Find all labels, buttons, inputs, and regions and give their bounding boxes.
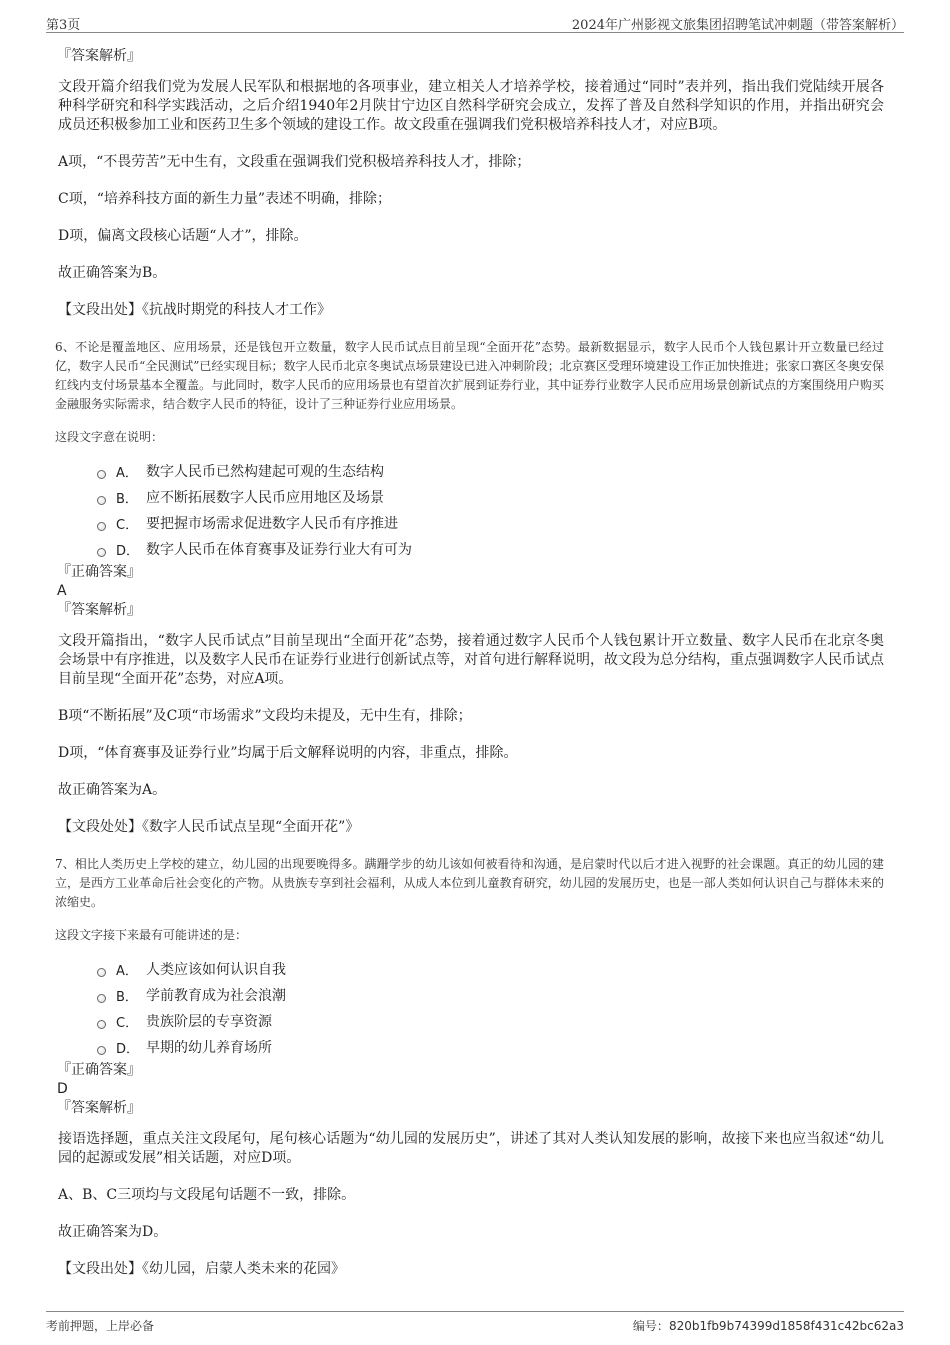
radio-icon[interactable]: [97, 994, 106, 1003]
option-text: 人类应该如何认识自我: [146, 962, 286, 978]
option-text: 数字人民币在体育赛事及证券行业大有可为: [146, 542, 412, 558]
q7-answer: D: [57, 1081, 68, 1097]
radio-icon[interactable]: [97, 470, 106, 479]
q6-source: 【文段处处】《数字人民币试点呈现“全面开花”》: [58, 819, 360, 835]
option-text: 应不断拓展数字人民币应用地区及场景: [146, 490, 384, 506]
page-content: [55, 46, 884, 1279]
option-letter: D．: [116, 1041, 140, 1057]
q7-analysis-paragraph: 接语选择题，重点关注文段尾句，尾句核心话题为“幼儿园的发展历史”，讲述了其对人类认知发展的影响，故接下来也应当叙述“幼儿园的起源或发展”相关话题，对应D项。: [58, 1131, 884, 1166]
option-text: 数字人民币已然构建起可观的生态结构: [146, 464, 384, 480]
q6-option-c[interactable]: [97, 510, 884, 536]
radio-icon[interactable]: [97, 522, 106, 531]
radio-icon[interactable]: [97, 548, 106, 557]
q6-conclusion: 故正确答案为A。: [58, 782, 167, 798]
radio-icon[interactable]: [97, 496, 106, 505]
page-number: 第3页: [46, 18, 81, 33]
q5-source: 【文段出处】《抗战时期党的科技人才工作》: [58, 302, 331, 318]
page-header: [46, 12, 904, 33]
q5-conclusion: 故正确答案为B。: [58, 265, 167, 281]
q7-option-d[interactable]: [97, 1034, 884, 1060]
option-text: 要把握市场需求促进数字人民币有序推进: [146, 516, 398, 532]
option-letter: B．: [116, 491, 138, 507]
q5-analysis-d: D项，偏离文段核心话题“人才”，排除。: [58, 228, 308, 244]
radio-icon[interactable]: [97, 968, 106, 977]
document-title: 2024年广州影视文旅集团招聘笔试冲刺题（带答案解析）: [571, 18, 904, 33]
option-letter: B．: [116, 989, 138, 1005]
footer-slogan: 考前押题，上岸必备: [46, 1319, 155, 1333]
radio-icon[interactable]: [97, 1046, 106, 1055]
q6-options: [97, 458, 884, 562]
q6-answer-label: 『正确答案』: [57, 564, 141, 580]
q7-options: [97, 956, 884, 1060]
q6-stem: 6、不论是覆盖地区、应用场景，还是钱包开立数量，数字人民币试点目前呈现“全面开花”态势。最新数据显示，数字人民币个人钱包累计开立数量已经过亿，数字人民币“全民测试”已经实现目标；数字人民币北京冬奥试点场景建设已进入冲刺阶段；北京赛区受理环境建设工作正加快推进；张家口赛区冬奥安保红线内支付场景基本全覆盖。与此同时，数字人民币的应用场景也有望首次扩展到证券行业，其中证券行业数字人民币应用场景创新试点的方案围绕用户购买金融服务实际需求，结合数字人民币的特征，设计了三种证券行业应用场景。: [55, 340, 884, 411]
q7-conclusion: 故正确答案为D。: [58, 1224, 168, 1240]
q7-option-b[interactable]: [97, 982, 884, 1008]
radio-icon[interactable]: [97, 1020, 106, 1029]
q7-answer-label: 『正确答案』: [57, 1062, 141, 1078]
q5-analysis-c: C项，“培养科技方面的新生力量”表述不明确，排除；: [58, 191, 392, 207]
q6-option-b[interactable]: [97, 484, 884, 510]
q7-prompt: 这段文字接下来最有可能讲述的是：: [55, 928, 248, 942]
q6-analysis-label: 『答案解析』: [57, 602, 141, 618]
q7-source: 【文段出处】《幼儿园，启蒙人类未来的花园》: [58, 1261, 345, 1277]
option-text: 早期的幼儿养育场所: [146, 1040, 272, 1056]
q7-stem: 7、相比人类历史上学校的建立，幼儿园的出现要晚得多。蹒跚学步的幼儿该如何被看待和沟通，是启蒙时代以后才进入视野的社会课题。真正的幼儿园的建立，是西方工业革命后社会变化的产物。从贵族专享到社会福利，从成人本位到儿童教育研究，幼儿园的发展历史，也是一部人类如何认识自己与群体未来的浓缩史。: [55, 857, 884, 909]
q6-option-a[interactable]: [97, 458, 884, 484]
q6-analysis-bc: B项“不断拓展”及C项“市场需求”文段均未提及，无中生有，排除；: [58, 708, 472, 724]
q7-analysis-abc: A、B、C三项均与文段尾句话题不一致，排除。: [58, 1187, 356, 1203]
code-label: 编号：: [632, 1319, 669, 1333]
option-letter: A．: [116, 465, 138, 481]
q6-prompt: 这段文字意在说明：: [55, 430, 164, 444]
q6-analysis-d: D项，“体育赛事及证券行业”均属于后文解释说明的内容，非重点，排除。: [58, 745, 518, 761]
option-letter: C．: [116, 1015, 139, 1031]
q6-analysis-paragraph: 文段开篇指出，“数字人民币试点”目前呈现出“全面开花”态势，接着通过数字人民币个人钱包累计开立数量、数字人民币在北京冬奥会场景中有序推进，以及数字人民币在证券行业进行创新试点等，对首句进行解释说明，故文段为总分结构，重点强调数字人民币试点目前呈现“全面开花”态势，对应A项。: [58, 633, 884, 687]
q5-analysis-paragraph: 文段开篇介绍我们党为发展人民军队和根据地的各项事业，建立相关人才培养学校，接着通过“同时”表并列，指出我们党陆续开展各种科学研究和科学实践活动，之后介绍1940年2月陕甘宁边区自然科学研究会成立，发挥了普及自然科学知识的作用，并指出研究会成员还积极参加工业和医药卫生多个领域的建设工作。故文段重在强调我们党积极培养科技人才，对应B项。: [58, 79, 884, 133]
option-text: 学前教育成为社会浪潮: [146, 988, 286, 1004]
q5-analysis-label: 『答案解析』: [57, 48, 141, 64]
option-letter: C．: [116, 517, 139, 533]
option-text: 贵族阶层的专享资源: [146, 1014, 272, 1030]
q6-answer: A: [57, 583, 67, 599]
code-value: 820b1fb9b74399d1858f431c42bc62a3: [668, 1319, 904, 1333]
page-footer: [46, 1311, 904, 1334]
q7-option-c[interactable]: [97, 1008, 884, 1034]
q6-option-d[interactable]: [97, 536, 884, 562]
q7-option-a[interactable]: [97, 956, 884, 982]
q7-analysis-label: 『答案解析』: [57, 1100, 141, 1116]
option-letter: D．: [116, 543, 140, 559]
option-letter: A．: [116, 963, 138, 979]
document-code: [633, 1317, 904, 1334]
q5-analysis-a: A项，“不畏劳苦”无中生有，文段重在强调我们党积极培养科技人才，排除；: [58, 154, 531, 170]
